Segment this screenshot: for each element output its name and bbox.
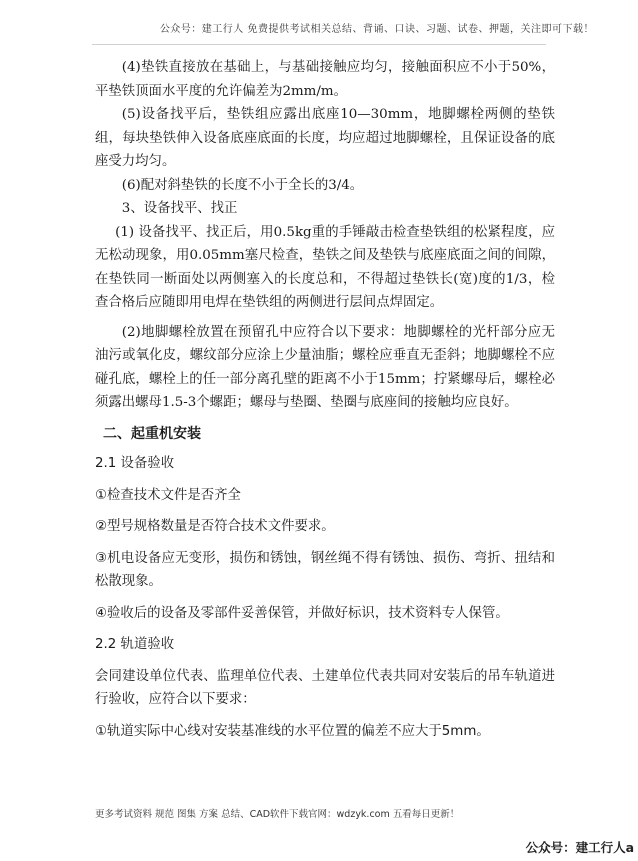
header-divider [92,44,546,45]
subheading-track-acceptance: 2.2 轨道验收 [95,637,175,652]
page-header: 公众号：建工行人 免费提供考试相关总结、背诵、口诀、习题、试卷、押题，关注即可下载！ [159,24,594,35]
list-item-track-deviation: ①轨道实际中心线对安装基准线的水平位置的偏差不应大于5mm。 [95,723,490,739]
list-item-equipment-condition: ③机电设备应无变形，损伤和锈蚀，钢丝绳不得有锈蚀、损伤、弯折、扭结和松散现象。 [95,550,555,589]
paragraph-shim-contact: (4)垫铁直接放在基础上，与基础接触应均匀，接触面积应不小于50%，平垫铁顶面水平度的允许偏差为2mm/m。 [95,60,555,99]
list-item-documents: ①检查技术文件是否齐全 [95,487,241,503]
subsection-leveling: 3、设备找平、找正 [121,201,238,216]
paragraph-anchor-bolt: (2)地脚螺栓放置在预留孔中应符合以下要求：地脚螺栓的光杆部分应无油污或氧化皮，螺纹部分应涂上少量油脂；螺栓应垂直无歪斜；地脚螺栓不应碰孔底，螺栓上的任一部分离孔壁的距离不小于15mm；拧紧螺母后，螺栓必须露出螺母1.5-3个螺距；螺母与垫圈、垫圈与底座间的接触均应良好。 [95,324,555,410]
paragraph-paired-shim: (6)配对斜垫铁的长度不小于全长的3/4。 [121,177,364,193]
document-body [95,56,555,743]
page-footer: 更多考试资料 规范 图集 方案 总结、CAD软件下载官网：wdzyk.com 五看每日更新！ [95,809,460,820]
list-item-model-spec: ②型号规格数量是否符合技术文件要求。 [95,519,335,534]
watermark-text: 公众号：建工行人a [525,840,634,855]
list-item-storage: ④验收后的设备及零部件妥善保管，并做好标识，技术资料专人保管。 [95,605,509,621]
subheading-equipment-acceptance: 2.1 设备验收 [95,456,175,471]
section-heading-crane: 二、起重机安装 [103,425,201,442]
paragraph-leveling-check: (1) 设备找平、找正后，用0.5kg重的手锤敲击检查垫铁组的松紧程度，应无松动现象，用0.05mm塞尺检查，垫铁之间及垫铁与底座底面之间的间隙，在垫铁同一断面处以两侧塞入的长度总和，不得超过垫铁长(宽)度的1/3，检查合格后应随即用电焊在垫铁组的两侧进行层间点焊固定。 [95,224,555,310]
paragraph-track-acceptance: 会同建设单位代表、监理单位代表、土建单位代表共同对安装后的吊车轨道进行验收，应符合以下要求： [95,668,555,707]
paragraph-shim-exposure: (5)设备找平后，垫铁组应露出底座10—30mm，地脚螺栓两侧的垫铁组，每块垫铁伸入设备底座底面的长度，均应超过地脚螺栓，且保证设备的底座受力均匀。 [95,107,555,169]
